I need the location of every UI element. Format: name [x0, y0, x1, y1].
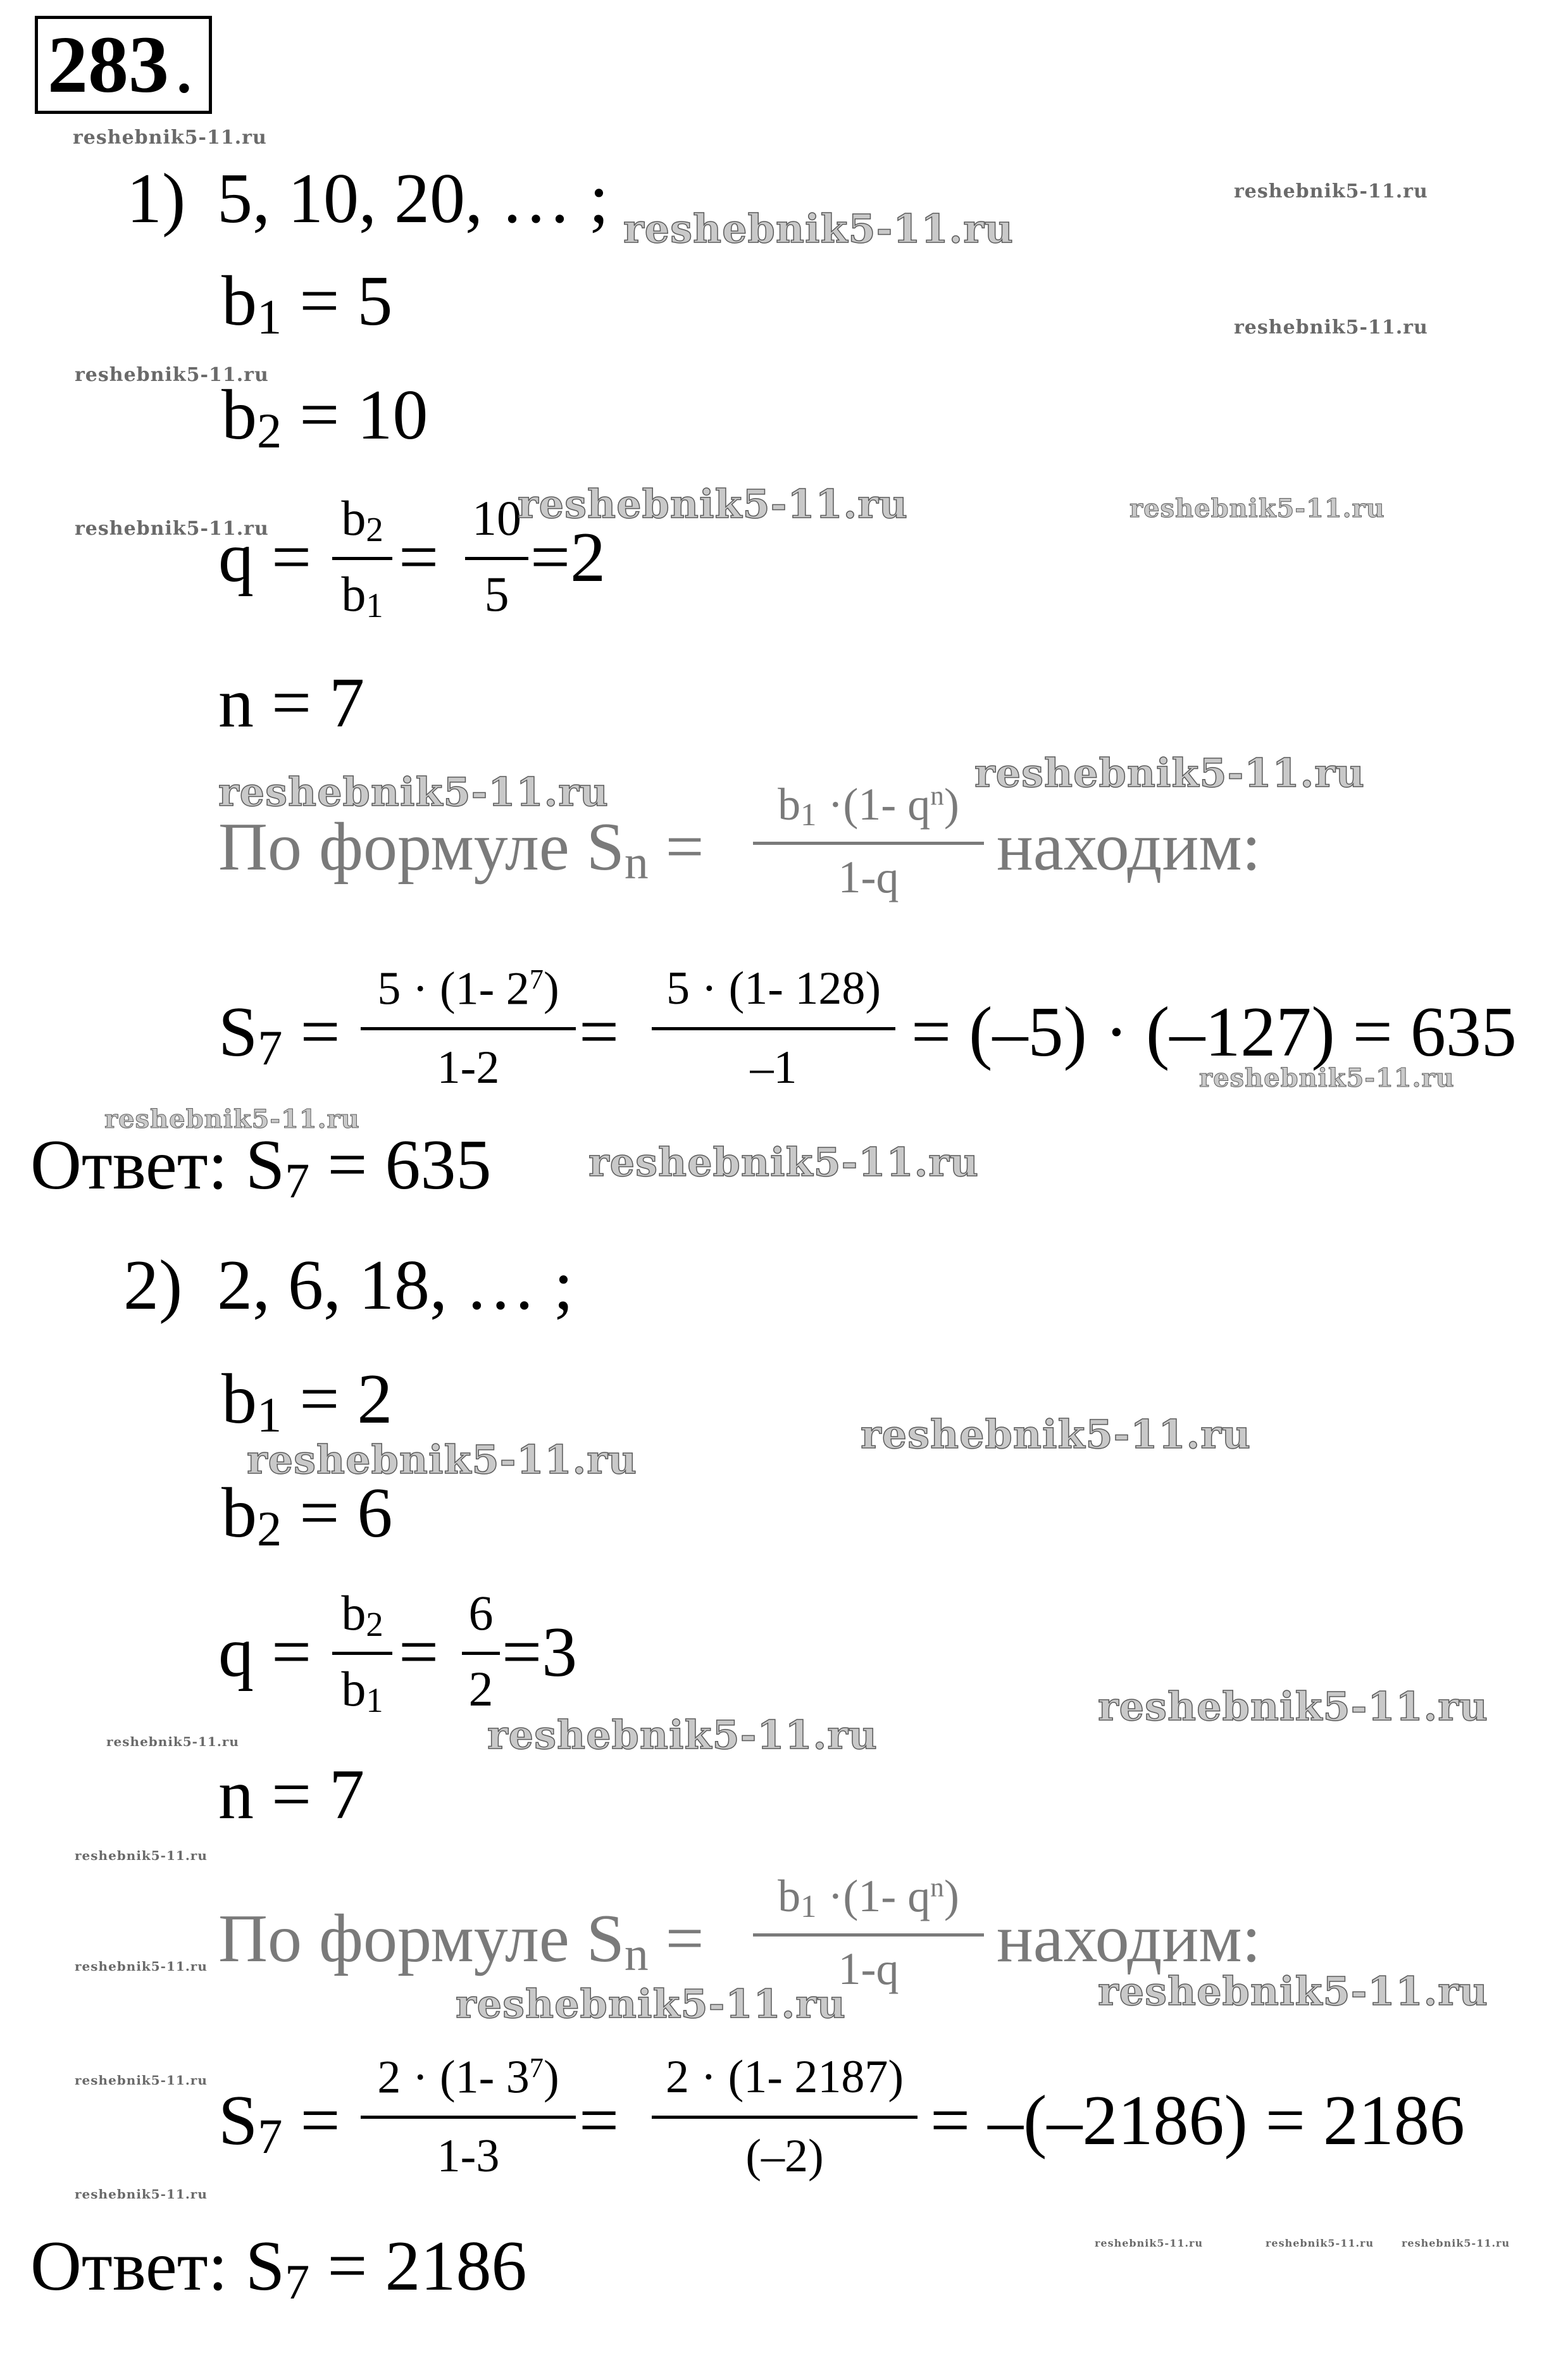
- watermark: reshebnik5-11.ru: [75, 1959, 208, 1974]
- watermark: reshebnik5-11.ru: [861, 1411, 1251, 1457]
- part1-s-fraction-2: 5 · (1- 128) –1: [652, 959, 895, 1104]
- watermark: reshebnik5-11.ru: [1098, 1968, 1488, 2014]
- watermark: reshebnik5-11.ru: [75, 2186, 208, 2202]
- part1-q-lhs: q =: [218, 518, 312, 597]
- part2-s-fraction-1: 2 · (1- $3^7$) 1-3: [361, 2047, 576, 2193]
- watermark: reshebnik5-11.ru: [623, 206, 1014, 252]
- problem-number-dot: .: [174, 20, 194, 109]
- watermark: reshebnik5-11.ru: [218, 769, 609, 815]
- watermark: reshebnik5-11.ru: [588, 1139, 979, 1185]
- watermark: reshebnik5-11.ru: [1098, 1683, 1488, 1730]
- watermark: reshebnik5-11.ru: [73, 127, 267, 149]
- part2-b1: $b_1 = 2$: [221, 1360, 393, 1443]
- watermark: reshebnik5-11.ru: [1266, 2237, 1374, 2249]
- part1-label: 1): [127, 159, 186, 238]
- watermark: reshebnik5-11.ru: [456, 1981, 846, 2027]
- part1-b1: $b_1 = 5$: [221, 262, 393, 345]
- part2-s-fraction-2: 2 · (1- 2187) (–2): [652, 2047, 918, 2193]
- part1-formula-prefix: По формуле $S_n$ =: [218, 809, 704, 889]
- part1-b2: $b_2 = 10$: [221, 376, 428, 459]
- part1-s-lhs: $S_7$ =: [218, 993, 340, 1076]
- watermark: reshebnik5-11.ru: [518, 481, 908, 527]
- watermark: reshebnik5-11.ru: [75, 518, 269, 540]
- watermark: reshebnik5-11.ru: [75, 364, 269, 386]
- part2-q-fraction-2: 6 2: [462, 1582, 500, 1728]
- watermark: reshebnik5-11.ru: [1199, 1063, 1455, 1093]
- watermark: reshebnik5-11.ru: [75, 2073, 208, 2088]
- watermark: reshebnik5-11.ru: [104, 1104, 360, 1134]
- part1-answer: Ответ: $S_7 = 635$: [30, 1126, 492, 1209]
- part2-n: n = 7: [218, 1756, 365, 1834]
- part1-formula-fraction: $b_1 \cdot(1-$ $q^n$) 1-q: [753, 772, 984, 918]
- part2-q-fraction-1: $b_2$ $b_1$: [332, 1582, 392, 1728]
- part2-q-eq: =: [399, 1613, 439, 1692]
- watermark: reshebnik5-11.ru: [106, 1734, 239, 1749]
- part1-s-eq2: =: [579, 993, 619, 1071]
- watermark: reshebnik5-11.ru: [1234, 180, 1428, 203]
- watermark: reshebnik5-11.ru: [75, 1848, 208, 1863]
- part2-q-result: =3: [502, 1613, 578, 1692]
- part1-q-result: =2: [530, 518, 606, 597]
- part2-s-lhs: $S_7$ =: [218, 2081, 340, 2164]
- part1-formula-suffix: находим:: [997, 809, 1261, 885]
- part2-s-eq2: =: [579, 2081, 619, 2160]
- part1-q-fraction-2: 10 5: [465, 487, 528, 633]
- watermark: reshebnik5-11.ru: [1402, 2237, 1510, 2249]
- part2-formula-suffix: находим:: [997, 1901, 1261, 1976]
- part2-s-result: = –(–2186) = 2186: [930, 2081, 1465, 2160]
- part2-formula-fraction: $b_1 \cdot(1-$ $q^n$) 1-q: [753, 1864, 984, 2009]
- part1-s-fraction-1: 5 · (1- $2^7$) 1-2: [361, 959, 576, 1104]
- part1-n: n = 7: [218, 664, 365, 742]
- problem-number: 283: [47, 20, 169, 109]
- watermark: reshebnik5-11.ru: [1234, 316, 1428, 339]
- part1-sequence: 5, 10, 20, … ;: [217, 159, 609, 238]
- part2-formula-prefix: По формуле $S_n$ =: [218, 1901, 704, 1981]
- part2-q-lhs: q =: [218, 1613, 312, 1692]
- watermark: reshebnik5-11.ru: [487, 1712, 878, 1758]
- watermark: reshebnik5-11.ru: [974, 750, 1365, 796]
- part1-q-fraction-1: $b_2$ $b_1$: [332, 487, 392, 633]
- part2-answer: Ответ: $S_7 = 2186$: [30, 2227, 527, 2310]
- watermark: reshebnik5-11.ru: [1129, 494, 1385, 523]
- watermark: reshebnik5-11.ru: [247, 1437, 637, 1483]
- part1-s-result: = (–5) · (–127) = 635: [911, 993, 1517, 1071]
- part2-label: 2): [123, 1246, 183, 1325]
- part1-q-eq: =: [399, 518, 439, 597]
- part2-b2: $b_2 = 6$: [221, 1474, 393, 1557]
- watermark: reshebnik5-11.ru: [1095, 2237, 1204, 2249]
- part2-sequence: 2, 6, 18, … ;: [217, 1246, 574, 1325]
